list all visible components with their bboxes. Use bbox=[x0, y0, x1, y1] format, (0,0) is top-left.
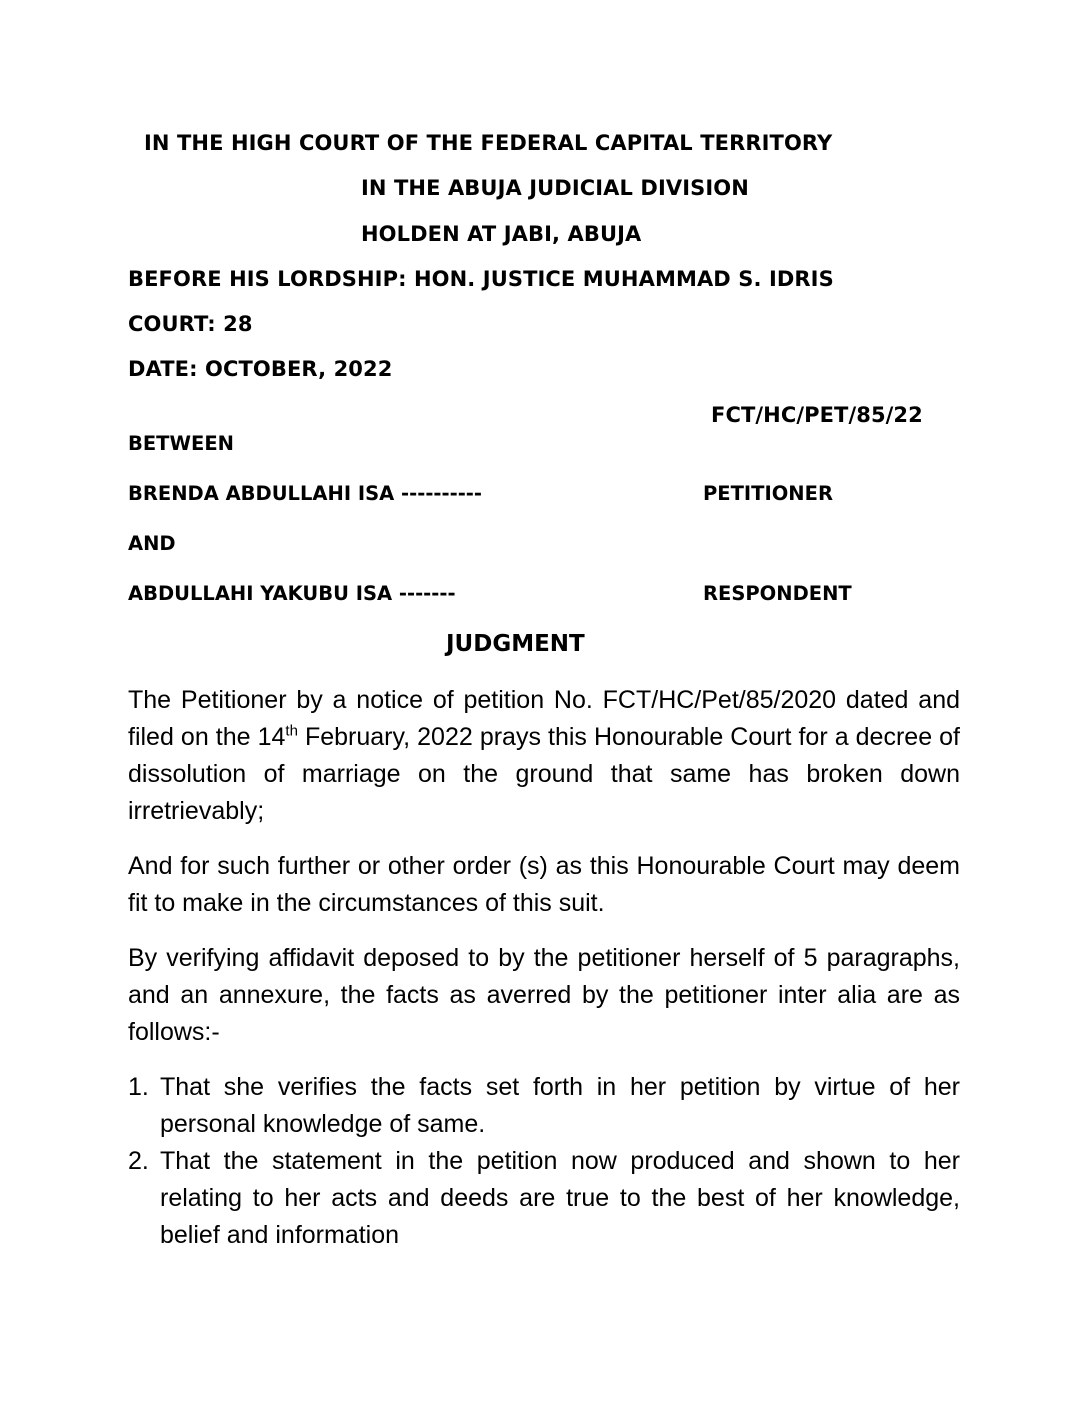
respondent-name: ABDULLAHI YAKUBU ISA ------- bbox=[128, 582, 456, 605]
petitioner-name: BRENDA ABDULLAHI ISA ---------- bbox=[128, 482, 482, 505]
para1-text-end: February, 2022 prays this Honourable Court for a decree of dissolution of marriage on the ground that same has broken down irretrievably; bbox=[128, 723, 961, 825]
list-item-number: 1. bbox=[128, 1073, 149, 1101]
petitioner-role: PETITIONER bbox=[703, 482, 833, 505]
judgment-paragraph-3: By verifying affidavit deposed to by the petitioner herself of 5 paragraphs, and an annexure, the facts as averred by the petitioner inter alia are as follows:- bbox=[128, 944, 960, 1046]
between-label: BETWEEN bbox=[128, 432, 234, 455]
list-item-text: That she verifies the facts set forth in her petition by virtue of her personal knowledge of same. bbox=[160, 1073, 960, 1138]
judgment-paragraph-1 bbox=[128, 682, 960, 830]
para1-text-start: The Petitioner by a notice of petition No. FCT/HC/Pet/85/2020 dated and filed on the 14 bbox=[128, 686, 960, 751]
ordinal-suffix: th bbox=[285, 722, 298, 740]
list-item-text: That the statement in the petition now produced and shown to her relating to her acts and deeds are true to the best of her knowledge, belief and information bbox=[160, 1147, 960, 1249]
judicial-division-line: IN THE ABUJA JUDICIAL DIVISION bbox=[361, 176, 749, 200]
holden-at-line: HOLDEN AT JABI, ABUJA bbox=[361, 222, 642, 246]
court-name-line: IN THE HIGH COURT OF THE FEDERAL CAPITAL TERRITORY bbox=[144, 131, 833, 155]
list-item-number: 2. bbox=[128, 1147, 149, 1175]
judgment-paragraph-2: And for such further or other order (s) as this Honourable Court may deem fit to make in the circumstances of this suit. bbox=[128, 852, 960, 917]
facts-list bbox=[128, 1069, 960, 1254]
suit-number: FCT/HC/PET/85/22 bbox=[711, 403, 923, 427]
list-item bbox=[128, 1069, 960, 1143]
and-label: AND bbox=[128, 532, 176, 555]
respondent-role: RESPONDENT bbox=[703, 582, 852, 605]
before-judge-line: BEFORE HIS LORDSHIP: HON. JUSTICE MUHAMMAD S. IDRIS bbox=[128, 267, 834, 291]
date-line: DATE: OCTOBER, 2022 bbox=[128, 357, 393, 381]
court-number-line: COURT: 28 bbox=[128, 312, 253, 336]
judgment-title: JUDGMENT bbox=[446, 631, 585, 657]
list-item bbox=[128, 1143, 960, 1254]
